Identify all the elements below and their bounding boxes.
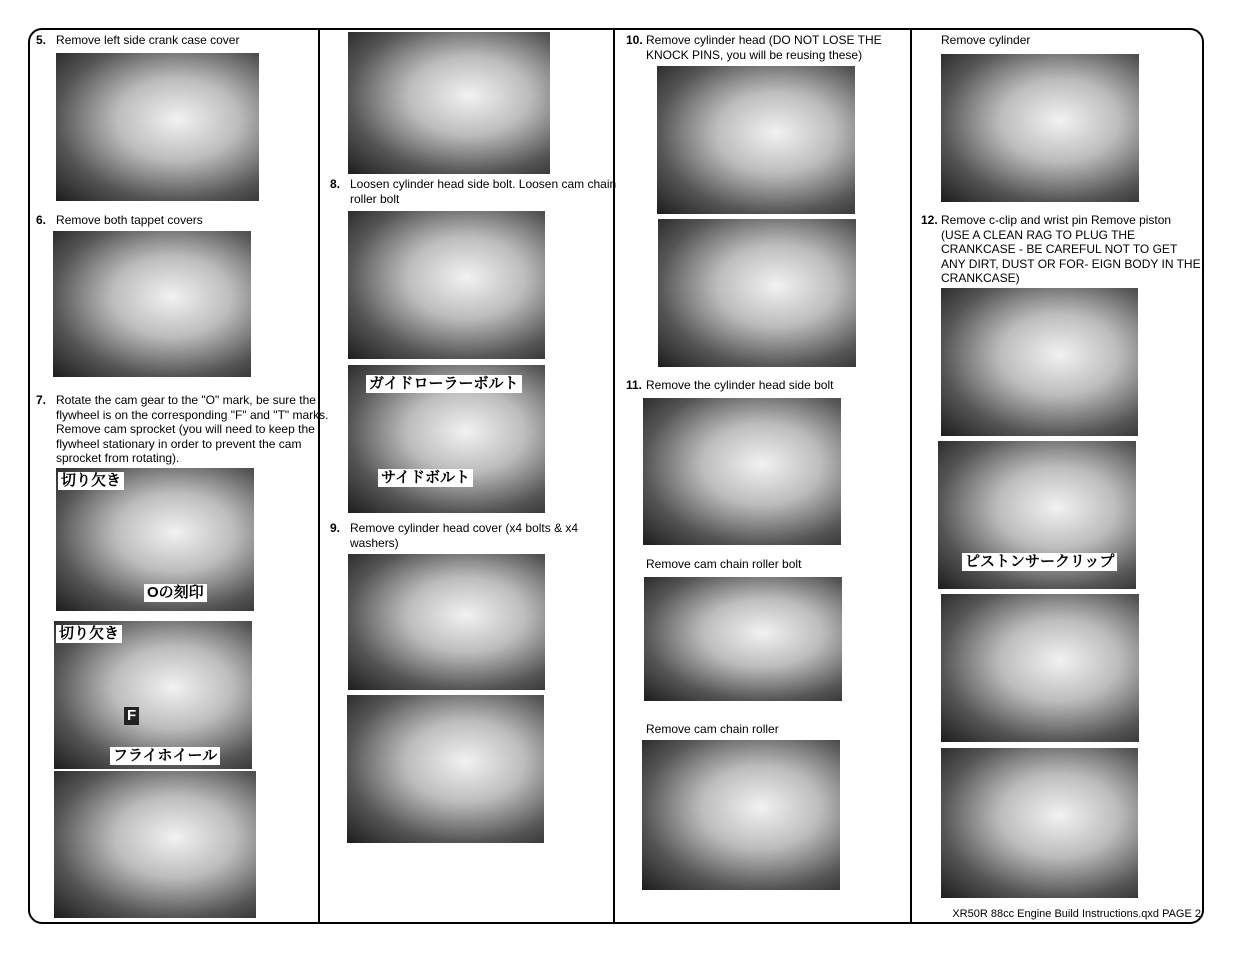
photo-piston-clip (938, 441, 1136, 589)
label-flywheel: フライホイール (110, 747, 220, 765)
photo-tappet-covers (53, 231, 251, 377)
step-number: 6. (36, 213, 47, 227)
step-number: 11. (626, 378, 643, 392)
step-text: Remove cylinder (941, 33, 1031, 47)
step-text: Remove c-clip and wrist pin Remove piston (USE A CLEAN RAG TO PLUG THE CRANKCASE - BE CAREFUL NOT TO GET ANY DIRT, DUST OR FOR- EIGN BODY IN THE CRANKCASE) (941, 213, 1201, 285)
step-11-roller-bolt (646, 557, 896, 572)
step-11 (626, 378, 916, 393)
step-number: 12. (921, 213, 938, 227)
step-text: Remove left side crank case cover (56, 33, 240, 47)
column-divider-1 (318, 29, 320, 923)
label-o-mark: Oの刻印 (144, 584, 207, 602)
step-8 (330, 177, 620, 206)
step-text: Remove the cylinder head side bolt (646, 378, 834, 392)
step-11-roller (646, 722, 896, 737)
step-text: Remove cylinder head (DO NOT LOSE THE KNOCK PINS, you will be reusing these) (646, 33, 882, 62)
photo-knock-pins (658, 219, 856, 367)
step-number: 5. (36, 33, 47, 47)
footer-filename: XR50R 88cc Engine Build Instructions.qxd PAGE 2 (952, 908, 1201, 920)
label-notch-2: 切り欠き (56, 625, 122, 643)
photo-roller-bolt (644, 577, 842, 701)
step-text: Rotate the cam gear to the "O" mark, be sure the flywheel is on the corresponding "F" and "T" marks. Remove cam sprocket (you will need to keep the flywheel stationary in order to prevent the cam sprocket from rotating). (56, 393, 329, 465)
photo-head-cover (348, 554, 545, 690)
step-text: Remove cam chain roller bolt (646, 557, 802, 571)
photo-guide-roller-side-bolt (348, 365, 545, 513)
photo-piston-removed (941, 748, 1138, 898)
step-text: Remove cam chain roller (646, 722, 779, 736)
label-notch: 切り欠き (58, 472, 124, 490)
label-guide-roller-bolt: ガイドローラーボルト (366, 375, 522, 393)
photo-cam-chain-roller (642, 740, 840, 890)
photo-head-cover-removed (347, 695, 544, 843)
step-number: 10. (626, 33, 643, 47)
step-10 (626, 33, 916, 62)
label-piston-clip: ピストンサークリップ (962, 553, 1117, 571)
photo-cylinder-head (657, 66, 855, 214)
step-5 (36, 33, 306, 48)
step-number: 9. (330, 521, 341, 535)
photo-crankcase-cover (56, 53, 259, 201)
column-divider-3 (910, 29, 912, 923)
step-text: Loosen cylinder head side bolt. Loosen cam chain roller bolt (350, 177, 617, 206)
photo-cylinder-head-bolt (348, 32, 550, 174)
step-6 (36, 213, 306, 228)
step-number: 7. (36, 393, 47, 407)
photo-head-side-bolt (643, 398, 841, 545)
step-text: Remove both tappet covers (56, 213, 203, 227)
photo-cam-gear (56, 468, 254, 611)
step-remove-cylinder (941, 33, 1191, 48)
photo-wrist-pin (941, 594, 1139, 742)
step-9 (330, 521, 620, 550)
label-f-mark: F (124, 707, 139, 725)
photo-cam-chain-roller-bolt (348, 211, 545, 359)
photo-piston (941, 288, 1138, 436)
step-number: 8. (330, 177, 341, 191)
step-12 (921, 213, 1203, 286)
photo-cam-sprocket (54, 771, 256, 918)
label-side-bolt: サイドボルト (378, 469, 473, 487)
column-divider-2 (613, 29, 615, 923)
step-7 (36, 393, 330, 466)
step-text: Remove cylinder head cover (x4 bolts & x4 washers) (350, 521, 579, 550)
photo-flywheel-marks (54, 621, 252, 769)
photo-cylinder (941, 54, 1139, 202)
